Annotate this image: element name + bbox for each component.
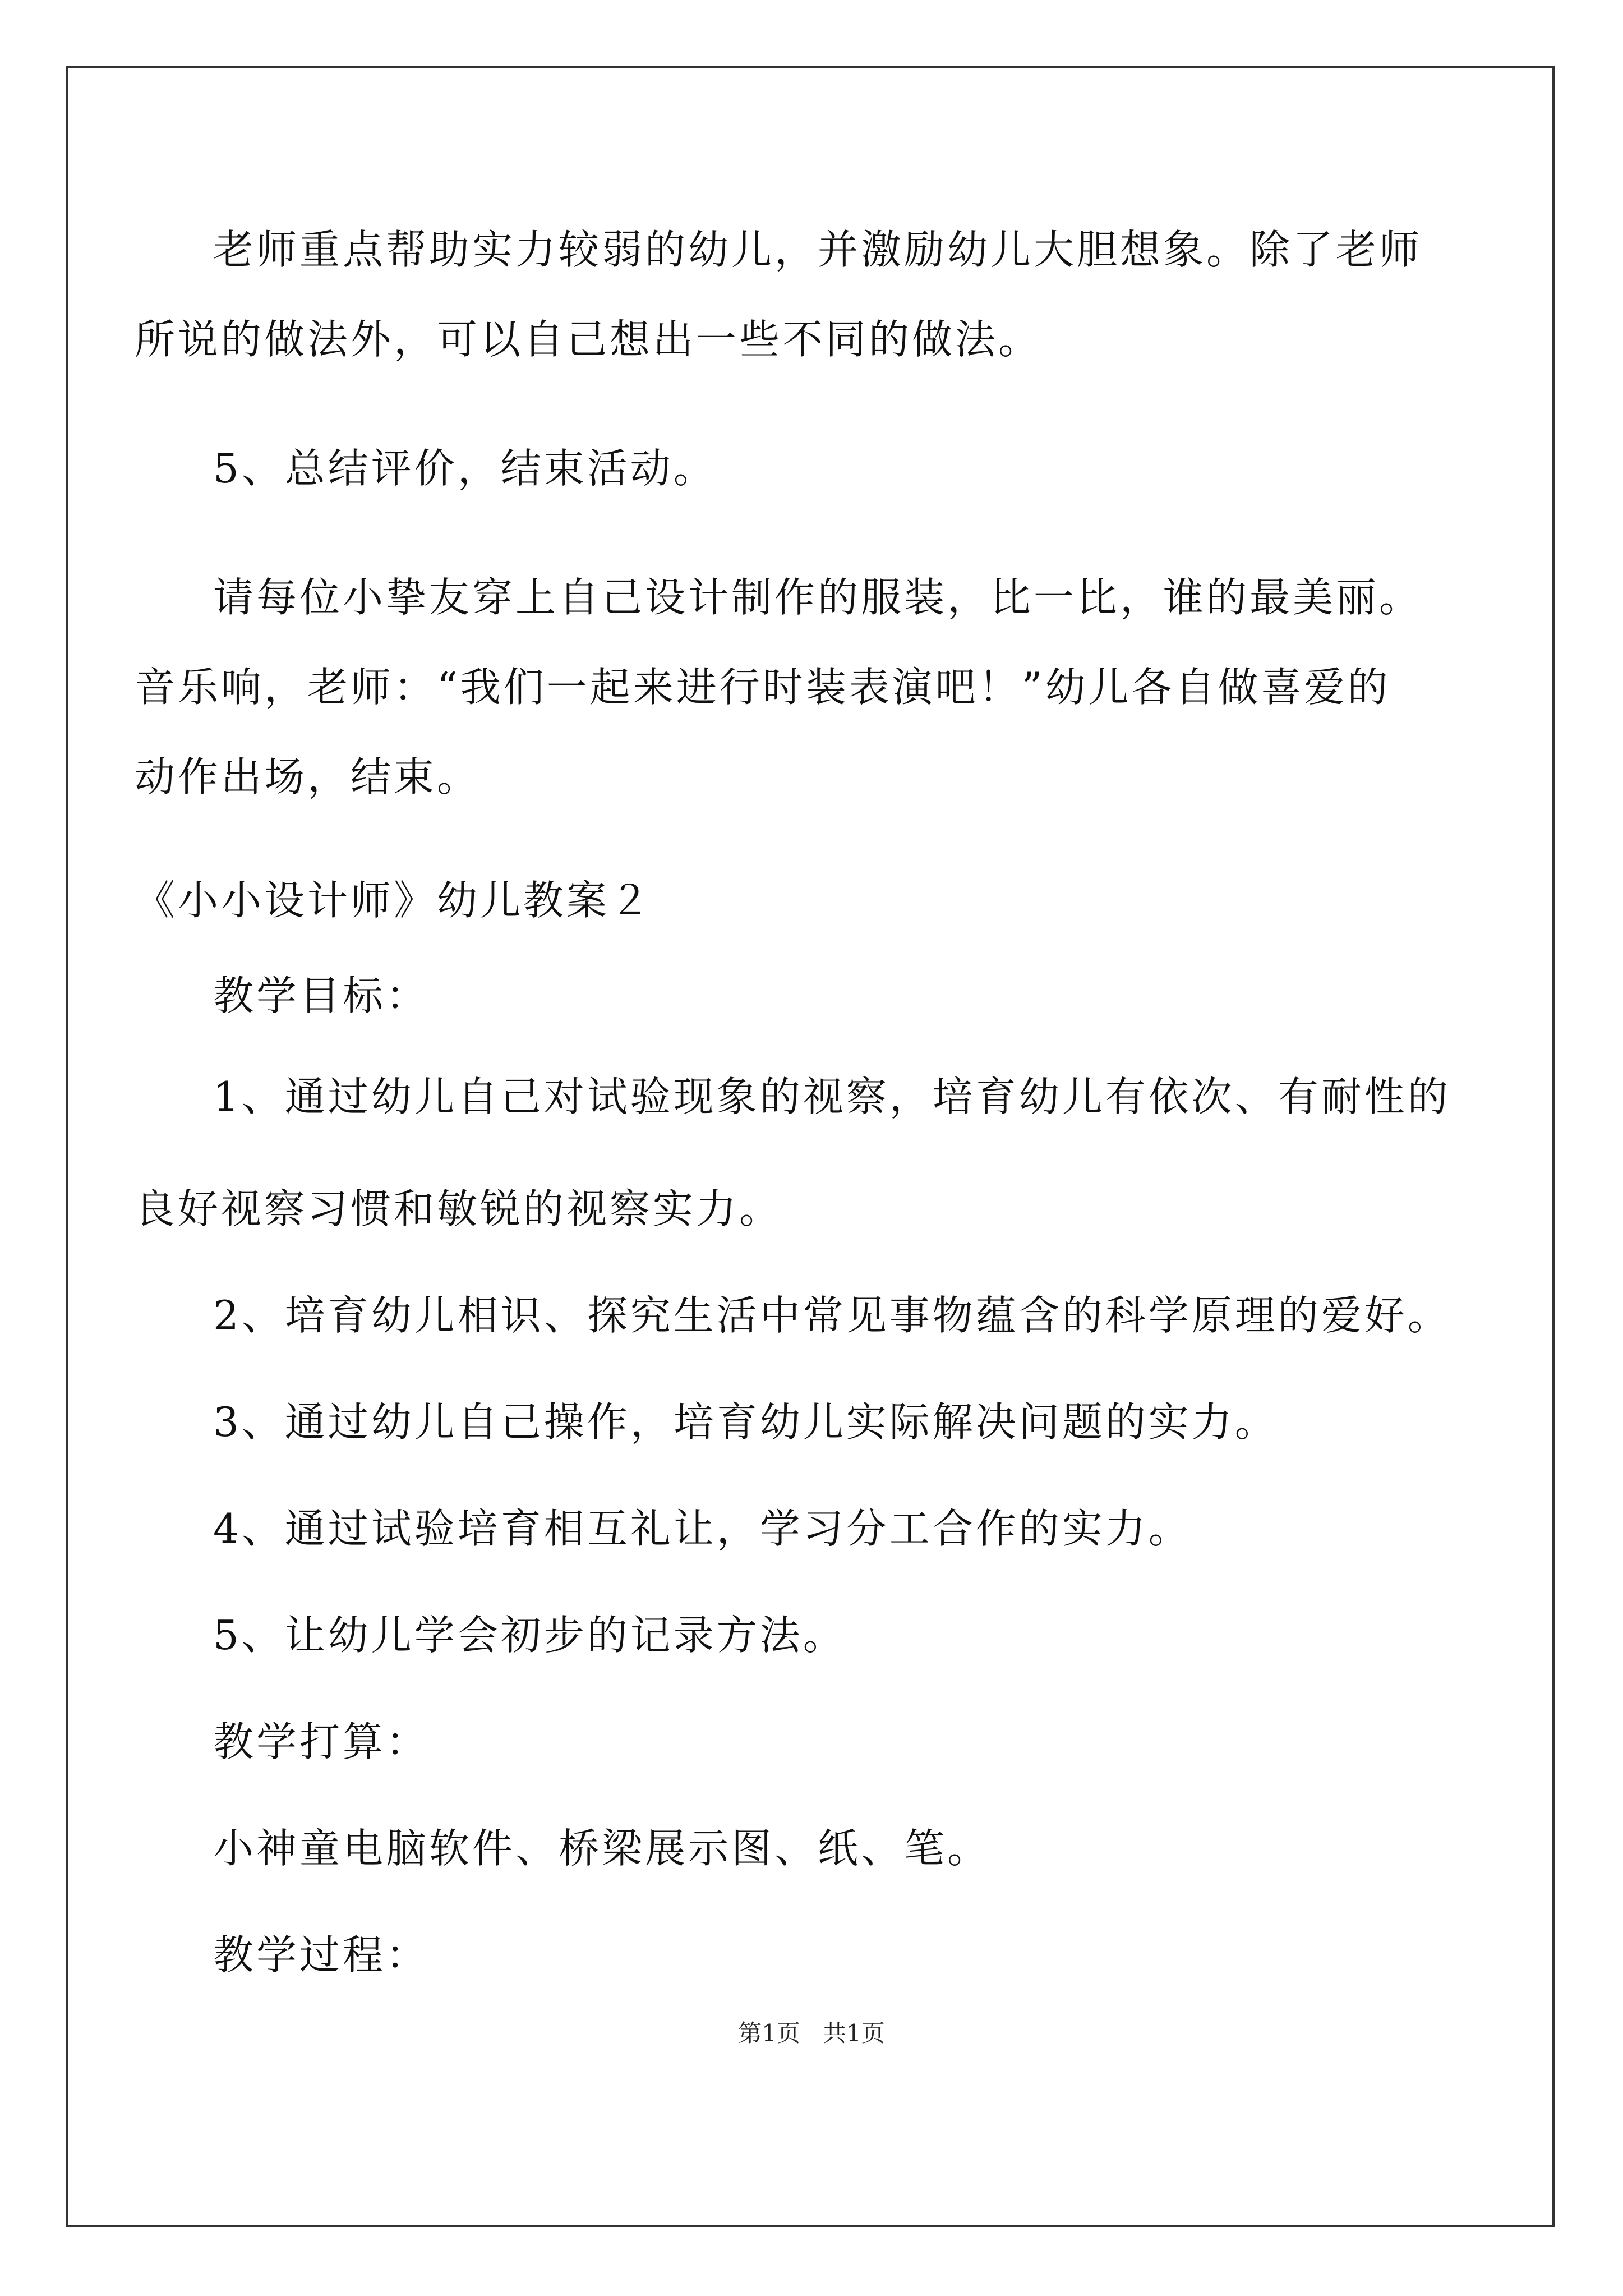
paragraph-line: 5、总结评价，结束活动。 <box>213 445 717 492</box>
page-footer <box>0 2017 1623 2050</box>
paragraph-line: 5、让幼儿学会初步的记录方法。 <box>213 1612 846 1659</box>
paragraph-line: 老师重点帮助实力较弱的幼儿，并激励幼儿大胆想象。除了老师 <box>213 226 1423 273</box>
paragraph-line: 所说的做法外，可以自己想出一些不同的做法。 <box>135 316 1042 363</box>
paragraph-line: 3、通过幼儿自己操作，培育幼儿实际解决问题的实力。 <box>213 1398 1278 1446</box>
page-frame <box>66 66 1555 2227</box>
paragraph-line: 4、通过试验培育相互礼让，学习分工合作的实力。 <box>213 1505 1192 1552</box>
page-total: 共1页 <box>823 2019 885 2047</box>
page-number: 第1页 <box>738 2019 800 2047</box>
paragraph-line: 小神童电脑软件、桥梁展示图、纸、笔。 <box>213 1825 991 1872</box>
paragraph-line: 音乐响，老师：“我们一起来进行时装表演吧！”幼儿各自做喜爱的 <box>135 664 1391 711</box>
section-title: 《小小设计师》幼儿教案２ <box>135 877 653 924</box>
paragraph-line: 动作出场，结束。 <box>135 753 481 800</box>
paragraph-line: 教学过程： <box>213 1931 430 1978</box>
paragraph-line: 教学目标： <box>213 972 430 1019</box>
paragraph-line: 请每位小挚友穿上自己设计制作的服装，比一比，谁的最美丽。 <box>213 574 1423 621</box>
paragraph-line: 教学打算： <box>213 1718 430 1765</box>
paragraph-line: 2、培育幼儿相识、探究生活中常见事物蕴含的科学原理的爱好。 <box>213 1292 1451 1339</box>
paragraph-line: 1、通过幼儿自己对试验现象的视察，培育幼儿有依次、有耐性的 <box>213 1073 1451 1120</box>
paragraph-line: 良好视察习惯和敏锐的视察实力。 <box>135 1185 783 1232</box>
